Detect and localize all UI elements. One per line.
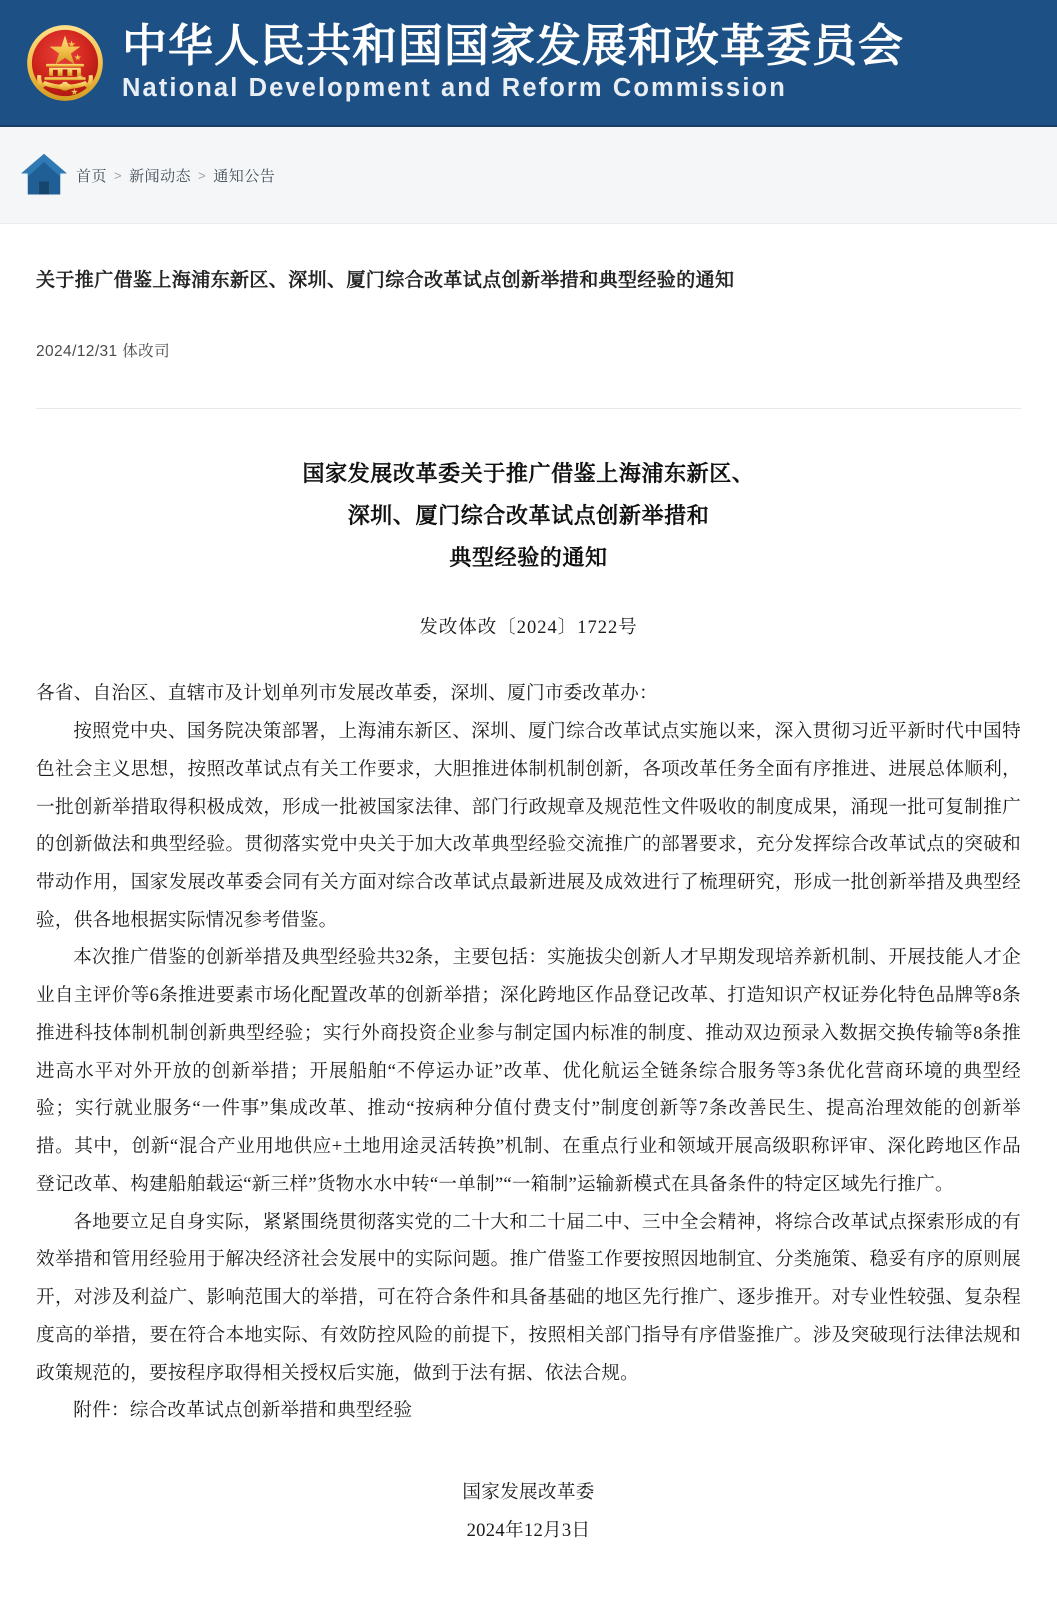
page-title: 关于推广借鉴上海浦东新区、深圳、厦门综合改革试点创新举措和典型经验的通知	[36, 270, 735, 291]
breadcrumb-separator-icon: >	[198, 167, 207, 183]
header-divider	[36, 408, 1021, 409]
article-meta: 2024/12/31 体改司	[36, 342, 170, 360]
document-paragraph: 各地要立足自身实际，紧紧围绕贯彻落实党的二十大和二十届二中、三中全会精神，将综合改革试点探索形成的有效举措和管用经验用于解决经济社会发展中的实际问题。推广借鉴工作要按照因地制宜、分类施策、稳妥有序的原则展开，对涉及利益广、影响范围大的举措，可在符合条件和具备基础的地区先行推广、逐步推开。对专业性较强、复杂程度高的举措，要在符合本地实际、有效防控风险的前提下，按照相关部门指导有序借鉴推广。涉及突破现行法律法规和政策规范的，要按程序取得相关授权后实施，做到于法有据、依法合规。	[36, 1211, 1021, 1384]
breadcrumb-list	[76, 165, 275, 186]
agency-name-cn: 中华人民共和国国家发展和改革委员会	[122, 19, 905, 71]
document-title-line-3: 典型经验的通知	[449, 545, 608, 571]
document-attachment-line: 附件：综合改革试点创新举措和典型经验	[73, 1400, 413, 1422]
breadcrumb-item-home[interactable]: 首页	[76, 167, 108, 185]
page-body	[0, 224, 1057, 1609]
site-header	[0, 0, 1057, 127]
document-paragraph: 按照党中央、国务院决策部署，上海浦东新区、深圳、厦门综合改革试点实施以来，深入贯彻习近平新时代中国特色社会主义思想，按照改革试点有关工作要求，大胆推进体制机制创新，各项改革任务全面有序推进、进展总体顺利，一批创新举措取得积极成效，形成一批被国家法律、部门行政规章及规范性文件吸收的制度成果，涌现一批可复制推广的创新做法和典型经验。贯彻落实党中央关于加大改革典型经验交流推广的部署要求，充分发挥综合改革试点的突破和带动作用，国家发展改革委会同有关方面对综合改革试点最新进展及成效进行了梳理研究，形成一批创新举措及典型经验，供各地根据实际情况参考借鉴。	[36, 721, 1021, 931]
article-header	[36, 224, 1021, 409]
china-national-emblem-icon	[22, 20, 108, 106]
home-house-icon[interactable]	[18, 149, 70, 201]
breadcrumb	[0, 127, 1057, 224]
document-title	[36, 453, 1021, 580]
document-signature-block	[36, 1474, 1021, 1549]
document-number: 发改体改〔2024〕1722号	[419, 618, 638, 639]
document-title-line-2: 深圳、厦门综合改革试点创新举措和	[347, 502, 710, 528]
agency-name-en: National Development and Reform Commission	[122, 74, 787, 103]
breadcrumb-separator-icon: >	[114, 167, 123, 183]
signature-date: 2024年12月3日	[466, 1519, 591, 1541]
document-title-line-1: 国家发展改革委关于推广借鉴上海浦东新区、	[302, 460, 755, 486]
breadcrumb-item-notices[interactable]: 通知公告	[213, 167, 276, 185]
document-addressee: 各省、自治区、直辖市及计划单列市发展改革委，深圳、厦门市委改革办：	[36, 683, 658, 705]
header-inner	[0, 0, 1057, 125]
header-text-block	[122, 20, 904, 105]
document-paragraph: 本次推广借鉴的创新举措及典型经验共32条，主要包括：实施拔尖创新人才早期发现培养新机制、开展技能人才企业自主评价等6条推进要素市场化配置改革的创新举措；深化跨地区作品登记改革、打造知识产权证券化特色品牌等8条推进科技体制机制创新典型经验；实行外商投资企业参与制定国内标准的制度、推动双边预录入数据交换传输等8条推进高水平对外开放的创新举措；开展船舶“不停运办证”改革、优化航运全链条综合服务等3条优化营商环境的典型经验；实行就业服务“一件事”集成改革、推动“按病种分值付费支付”制度创新等7条改善民生、提高治理效能的创新举措。其中，创新“混合产业用地供应+土地用途灵活转换”机制、在重点行业和领域开展高级职称评审、深化跨地区作品登记改革、构建船舶载运“新三样”货物水水中转“一单制”“一箱制”运输新模式在具备条件的特定区域先行推广。	[36, 947, 1021, 1195]
breadcrumb-item-news[interactable]: 新闻动态	[129, 167, 192, 185]
document-content	[36, 417, 1021, 1609]
signature-authority: 国家发展改革委	[462, 1481, 595, 1503]
